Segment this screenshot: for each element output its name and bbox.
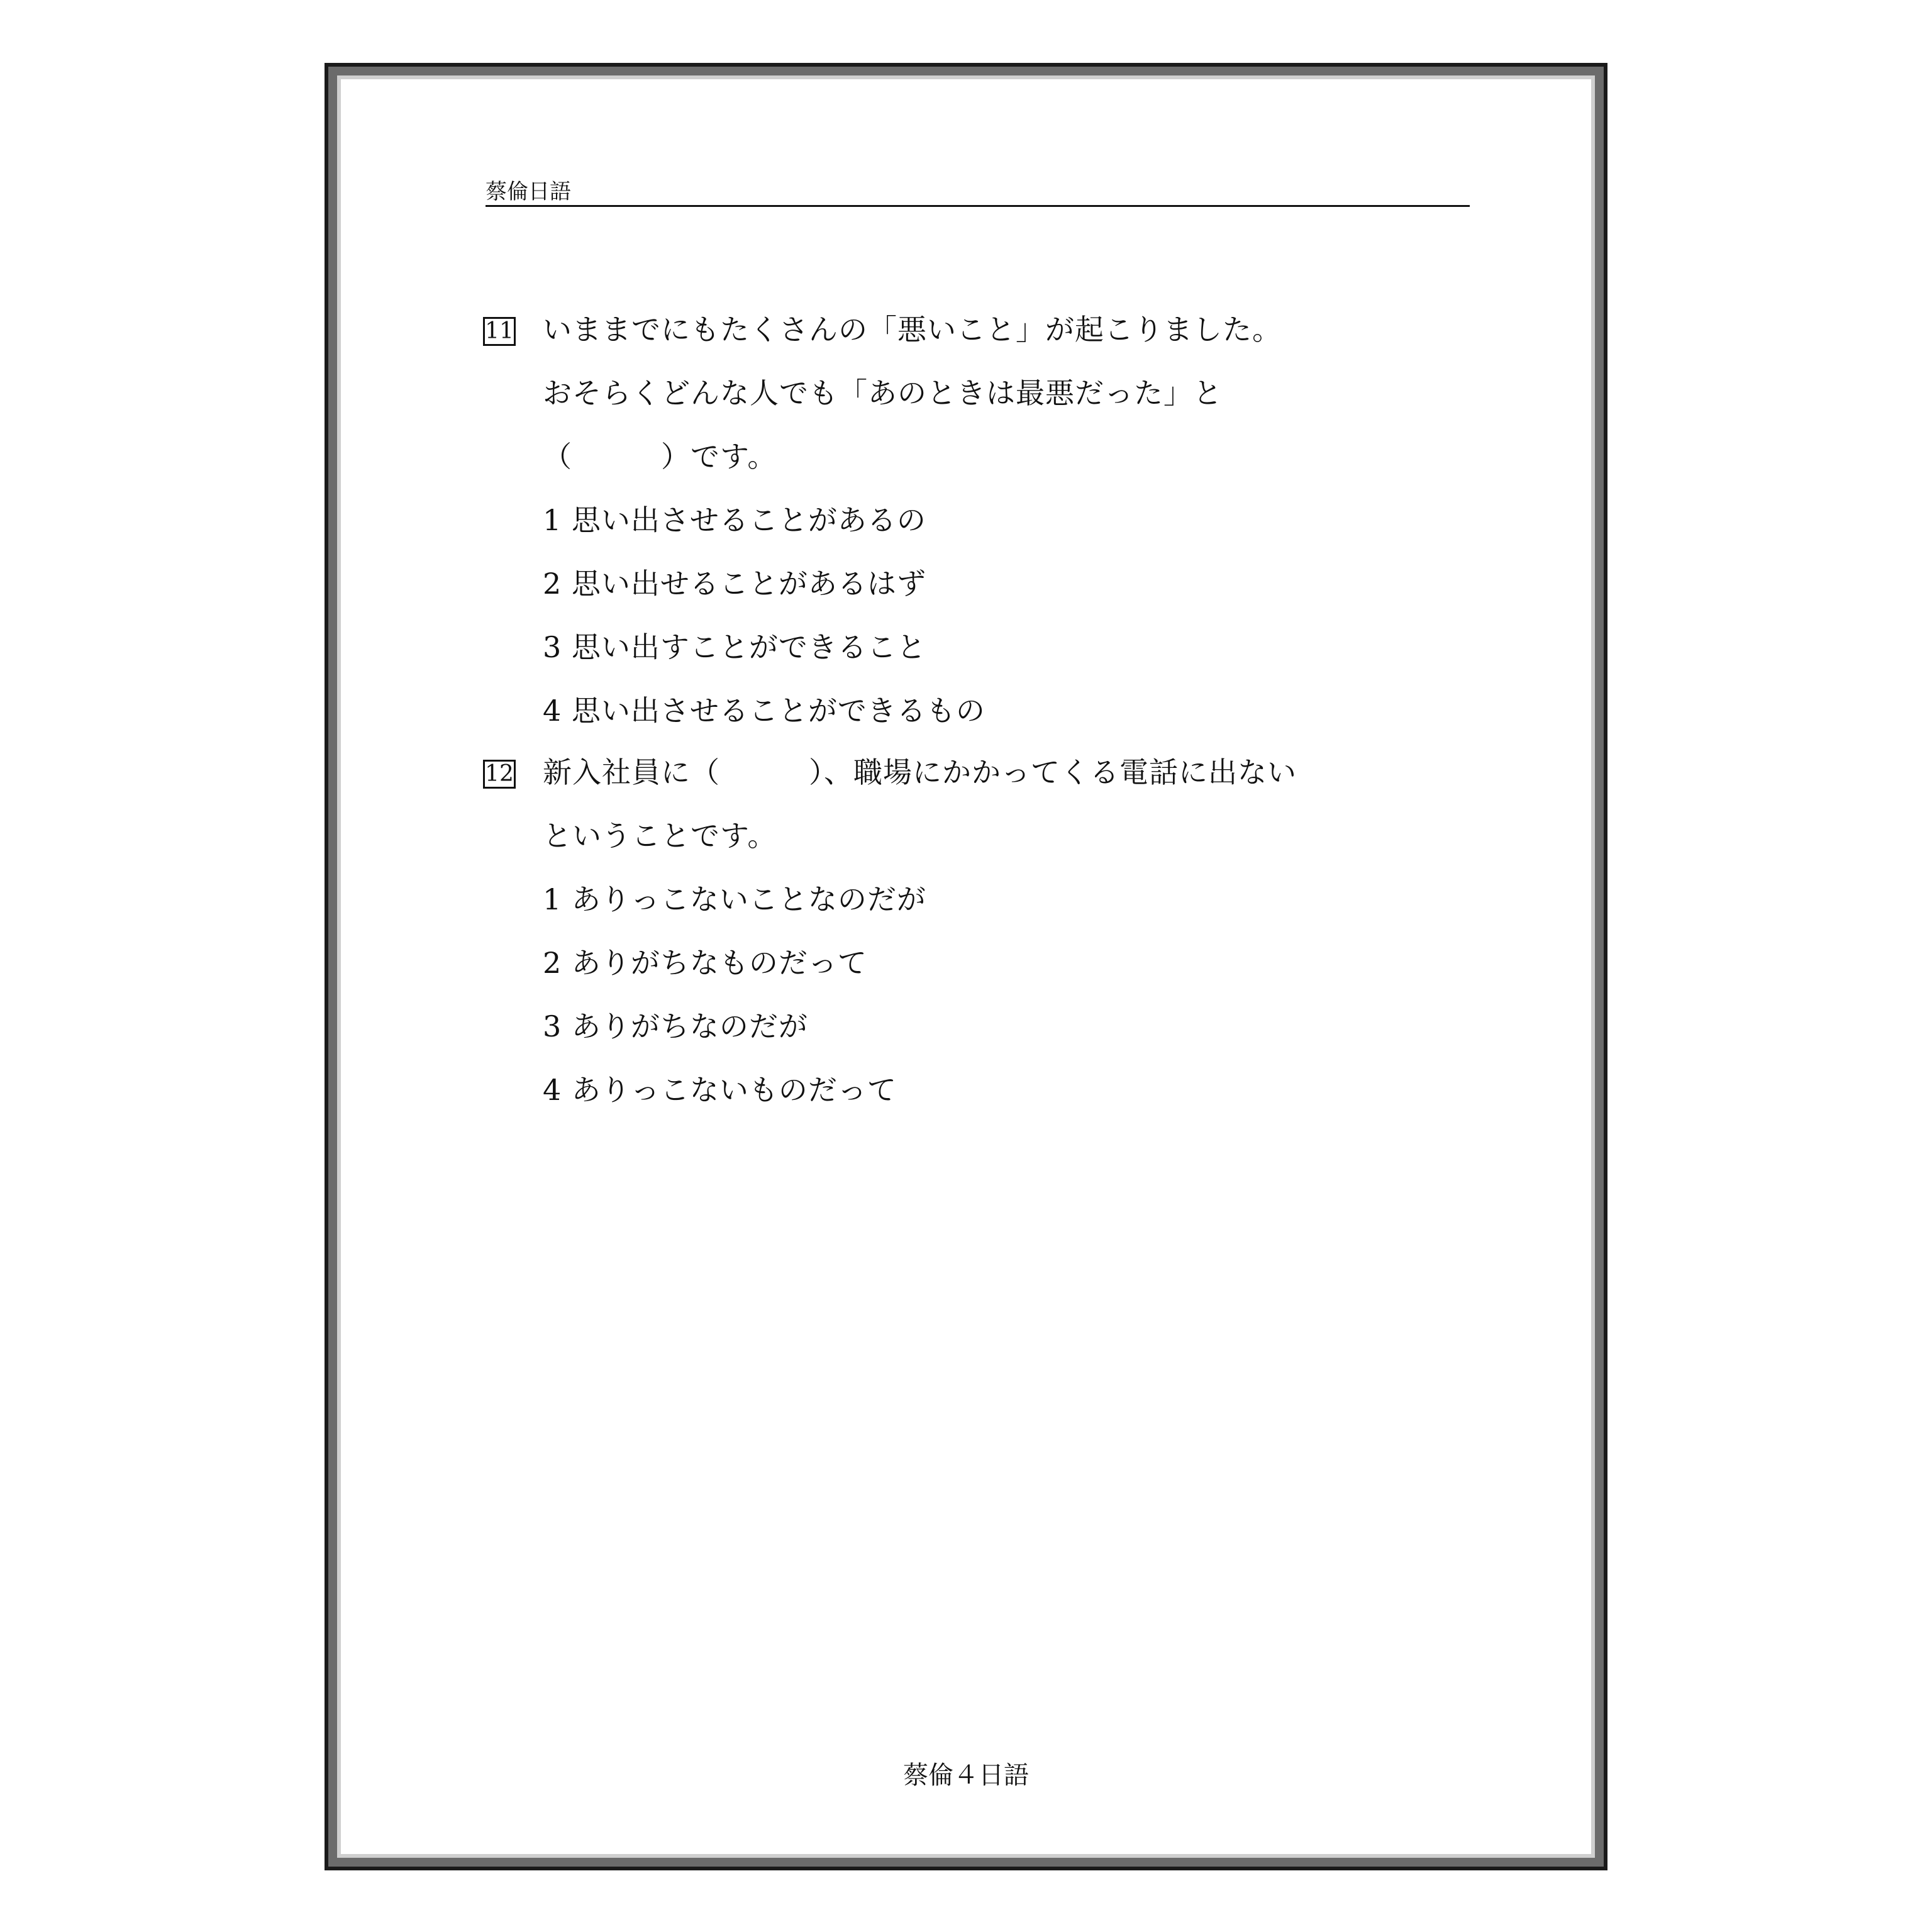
header-title: 蔡倫日語 xyxy=(486,179,571,204)
question-number: 12 xyxy=(483,760,516,789)
answer-option[interactable]: 4 ありっこないものだって xyxy=(543,1073,897,1107)
question-stem-line: 新入社員に（ ）、職場にかかってくる電話に出ない xyxy=(543,755,1297,789)
question-stem-line: おそらくどんな人でも「あのときは最悪だった」と xyxy=(543,376,1223,410)
answer-option[interactable]: 2 ありがちなものだって xyxy=(543,946,867,980)
answer-option[interactable]: 4 思い出させることができるもの xyxy=(543,694,985,728)
question-stem-line: ということです。 xyxy=(543,819,777,853)
question-12 xyxy=(483,752,1426,1142)
answer-option[interactable]: 3 ありがちなのだが xyxy=(543,1009,808,1043)
answer-option[interactable]: 2 思い出せることがあるはず xyxy=(543,567,926,601)
page-header xyxy=(486,179,1470,207)
answer-option[interactable]: 3 思い出すことができること xyxy=(543,630,926,664)
answer-option[interactable]: 1 ありっこないことなのだが xyxy=(543,882,926,916)
question-11 xyxy=(483,309,1426,750)
page-footer: 蔡倫４日語 xyxy=(903,1761,1029,1790)
answer-option[interactable]: 1 思い出させることがあるの xyxy=(543,503,926,537)
page-frame xyxy=(325,63,1607,1870)
question-stem-line: いままでにもたくさんの「悪いこと」が起こりました。 xyxy=(543,313,1282,347)
question-number: 11 xyxy=(483,317,516,346)
question-stem-line: （ ）です。 xyxy=(543,440,777,474)
page xyxy=(337,75,1595,1858)
